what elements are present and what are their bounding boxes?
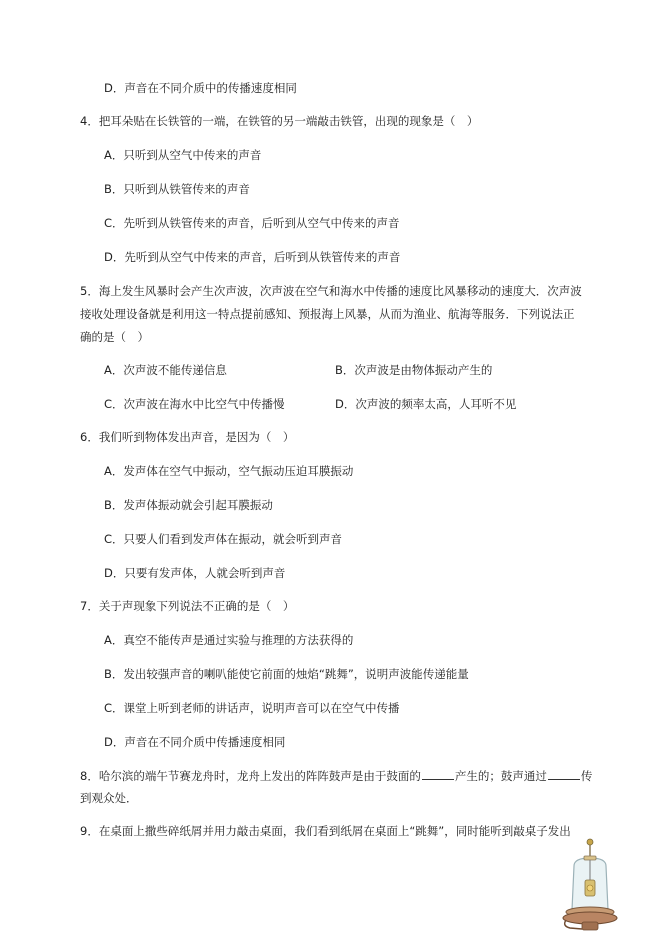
q6-option-a: A．发声体在空气中振动，空气振动压迫耳膜振动 bbox=[104, 464, 354, 478]
q8-text-2: 产生的；鼓声通过 bbox=[454, 769, 547, 783]
q8-blank-2[interactable] bbox=[548, 767, 580, 780]
q3-option-d: D．声音在不同介质中的传播速度相同 bbox=[104, 81, 297, 95]
q5-stem-line3: 确的是（ ） bbox=[80, 330, 149, 344]
q5-option-b: B．次声波是由物体振动产生的 bbox=[335, 363, 493, 377]
q5-option-a: A．次声波不能传递信息 bbox=[104, 363, 227, 377]
q6-option-d: D．只要有发声体，人就会听到声音 bbox=[104, 566, 286, 580]
q4-option-a: A．只听到从空气中传来的声音 bbox=[104, 148, 262, 162]
q4-option-d: D．先听到从空气中传来的声音，后听到从铁管传来的声音 bbox=[104, 250, 401, 264]
q8-text-1: 8．哈尔滨的端午节赛龙舟时，龙舟上发出的阵阵鼓声是由于鼓面的 bbox=[80, 769, 421, 783]
q5-option-c: C．次声波在海水中比空气中传播慢 bbox=[104, 397, 285, 411]
q8-stem-line2: 到观众处． bbox=[80, 791, 138, 805]
q7-option-c: C．课堂上听到老师的讲话声，说明声音可以在空气中传播 bbox=[104, 701, 400, 715]
bell-jar-apparatus-illustration bbox=[560, 838, 620, 933]
q5-stem-line2: 接收处理设备就是利用这一特点提前感知、预报海上风暴，从而为渔业、航海等服务．下列说法正 bbox=[80, 307, 575, 321]
q8-blank-1[interactable] bbox=[422, 767, 454, 780]
q4-option-c: C．先听到从铁管传来的声音，后听到从空气中传来的声音 bbox=[104, 216, 400, 230]
q7-option-a: A．真空不能传声是通过实验与推理的方法获得的 bbox=[104, 633, 354, 647]
q6-option-b: B．发声体振动就会引起耳膜振动 bbox=[104, 498, 273, 512]
q7-option-b: B．发出较强声音的喇叭能使它前面的烛焰“跳舞”，说明声波能传递能量 bbox=[104, 667, 469, 681]
q5-stem-line1: 5．海上发生风暴时会产生次声波，次声波在空气和海水中传播的速度比风暴移动的速度大．次声波 bbox=[80, 284, 582, 298]
q7-stem: 7．关于声现象下列说法不正确的是（ ） bbox=[80, 599, 295, 613]
q4-option-b: B．只听到从铁管传来的声音 bbox=[104, 182, 250, 196]
q6-stem: 6．我们听到物体发出声音，是因为（ ） bbox=[80, 430, 295, 444]
q8-text-3: 传 bbox=[580, 769, 593, 783]
q7-option-d: D．声音在不同介质中传播速度相同 bbox=[104, 735, 286, 749]
q8-stem-line1 bbox=[80, 767, 592, 784]
q9-stem: 9．在桌面上撒些碎纸屑并用力敲击桌面，我们看到纸屑在桌面上“跳舞”，同时能听到敲桌子发出 bbox=[80, 824, 571, 838]
q5-option-d: D．次声波的频率太高，人耳听不见 bbox=[335, 397, 517, 411]
q4-stem: 4．把耳朵贴在长铁管的一端，在铁管的另一端敲击铁管，出现的现象是（ ） bbox=[80, 114, 479, 128]
q6-option-c: C．只要人们看到发声体在振动，就会听到声音 bbox=[104, 532, 343, 546]
